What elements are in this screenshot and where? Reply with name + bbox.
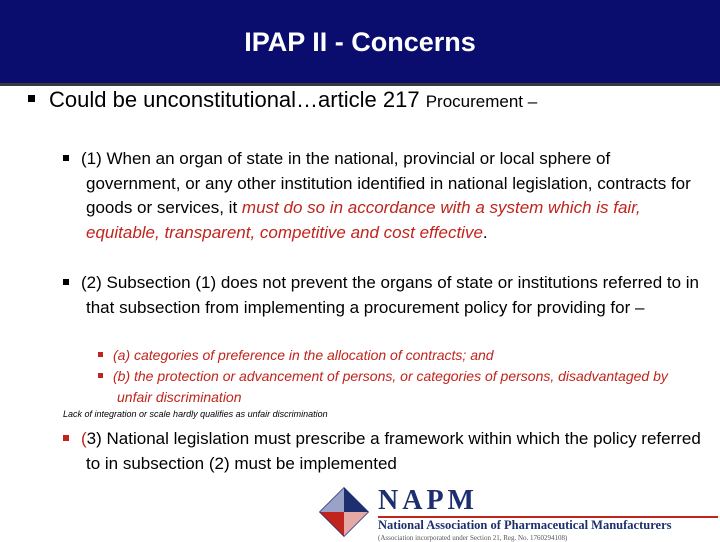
list-item: (b) the protection or advancement of persons, or categories of persons, disadvantaged by unfair discrimination: [98, 366, 698, 408]
bullet-square-icon: [63, 435, 69, 441]
sub1-plain: (1) When an organ of state in the national, provincial or local sphere of government, or any other institution identified in national legislation, contracts for goods or services, it: [81, 149, 691, 217]
bullet-main-text: Could be unconstitutional…article 217: [49, 87, 420, 112]
sub2-text: (2) Subsection (1) does not prevent the organs of state or institutions referred to in that subsection from implementing a procurement policy for providing for –: [81, 273, 700, 317]
bullet-small-text: Procurement –: [425, 92, 538, 111]
title-bar: [0, 0, 720, 86]
sub2-items: [98, 345, 698, 408]
napm-emblem-icon: [318, 486, 370, 538]
logo-subtitle: (Association incorporated under Section 21, Reg. No. 1760294108): [378, 534, 568, 542]
sub-bullet-2: [63, 271, 703, 320]
bullet-square-icon: [98, 352, 103, 357]
bullet-square-icon: [63, 279, 69, 285]
sub-bullet-1: [63, 147, 703, 245]
logo-acronym: NAPM: [378, 485, 478, 516]
bullet-square-icon: [98, 373, 103, 378]
napm-logo: [318, 482, 718, 540]
footnote: Lack of integration or scale hardly qualifies as unfair discrimination: [63, 409, 328, 419]
sub-bullet-3: [63, 427, 703, 476]
bullet-square-icon: [28, 95, 35, 102]
sub1-end: .: [482, 222, 488, 242]
bullet-square-icon: [63, 155, 69, 161]
list-item: (a) categories of preference in the allocation of contracts; and: [98, 345, 698, 366]
bullet-level1: [28, 87, 708, 113]
sub3-paren: (: [81, 429, 87, 448]
logo-full-name: National Association of Pharmaceutical Manufacturers: [378, 518, 672, 532]
sub3-text: 3) National legislation must prescribe a framework within which the policy referred to in subsection (2) must be implemented: [86, 429, 701, 473]
slide-title: IPAP II - Concerns: [244, 27, 476, 57]
sub1-emphasis: must do so in accordance with a system which is fair, equitable, transparent, competitive and cost effective: [86, 198, 641, 242]
